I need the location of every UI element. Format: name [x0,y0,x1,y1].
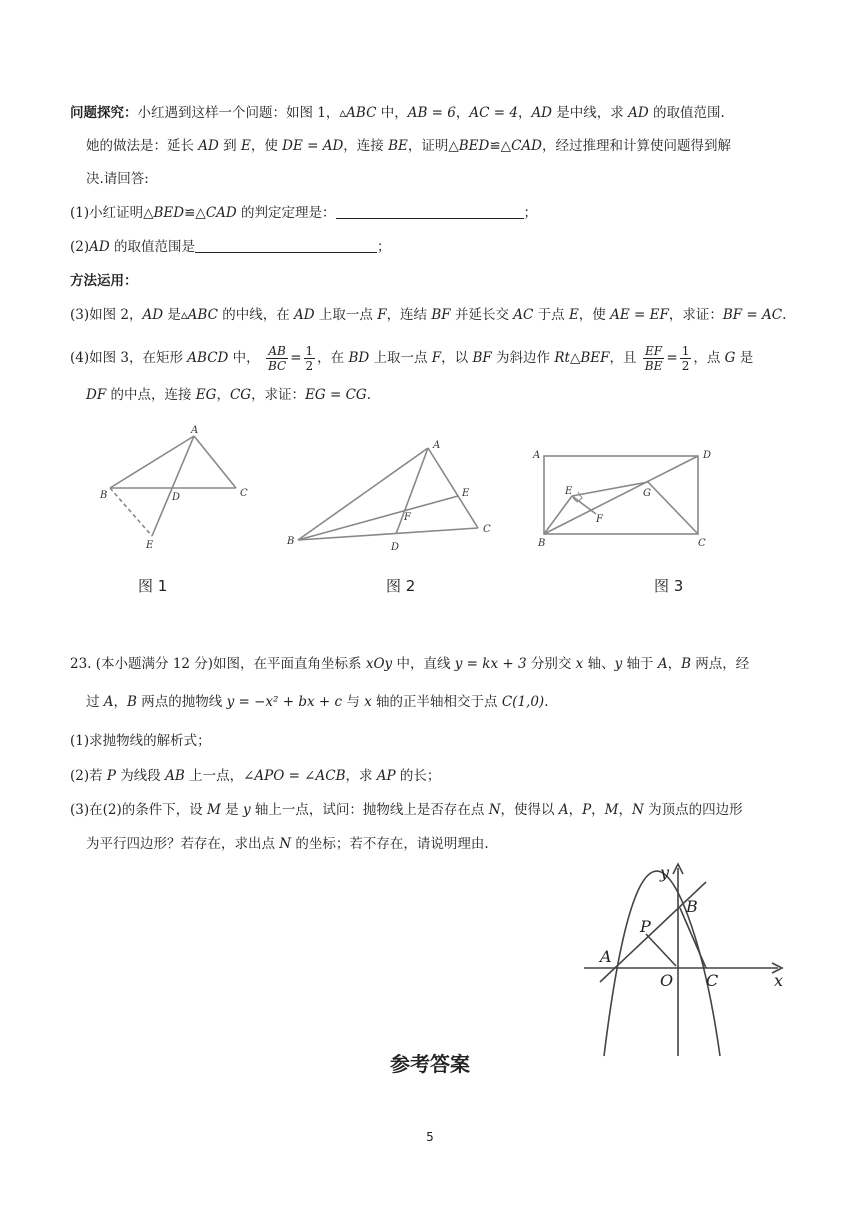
fig3-label-f: F [596,514,603,525]
fig2-ac [428,448,478,528]
page-number: 5 [426,1130,434,1144]
fig1-ac [194,436,236,488]
parabola-label-x: x [774,971,784,990]
fig3-label-c: C [698,538,706,549]
fig2-label-b: B [287,536,295,547]
p22-line-1: 问题探究：小红遇到这样一个问题：如图 1，▵ABC 中，AB = 6，AC = 4，AD 是中线，求 AD 的取值范围. [70,105,725,121]
parabola-label-o: O [660,971,674,990]
answer-title: 参考答案 [390,1052,470,1076]
fig3-eg [572,482,648,496]
fig1-caption: 图 1 [138,577,168,595]
fig1-label-a: A [191,425,199,436]
fig1-ab [110,436,194,488]
answer-blank-1[interactable] [336,204,524,219]
fig1-be [110,488,152,536]
fig2-ab [298,448,428,540]
fig2-label-f: F [404,512,411,523]
fig3-label-d: D [703,450,712,461]
fig1-ae [152,436,194,536]
fig3-label-a: A [533,450,541,461]
fig2-label-d: D [391,542,400,553]
fraction-one-half: $\frac{1}{2}$ [305,344,314,373]
fig2-label-e: E [462,488,470,499]
p23-line-2: 过 A，B 两点的抛物线 y = −x² + bx + c 与 x 轴的正半轴相交于点 C(1,0). [86,694,549,710]
p22-q1: (1)小红证明△BED≌△CAD 的判定定理是： ； [70,205,538,221]
parabola-label-y: y [660,863,670,882]
fig2-bc [298,528,478,540]
parabola-curve [604,871,720,1056]
method-heading: 方法运用： [70,273,138,289]
fig1-label-c: C [240,488,248,499]
p23-line-1: 23. (本小题满分 12 分)如图，在平面直角坐标系 xOy 中，直线 y = kx + 3 分别交 x 轴、y 轴于 A，B 两点，经 [70,656,750,672]
fig3-label-e: E [565,486,573,497]
p22-line-3: 决.请回答: [86,171,149,187]
parabola-label-c: C [706,971,719,990]
segment-bc [680,908,706,968]
fig3-caption: 图 3 [654,577,684,595]
figure-1 [110,436,236,536]
parabola-label-p: P [640,917,651,936]
fig1-label-d: D [172,492,181,503]
figure-2 [298,448,478,540]
fig3-label-g: G [643,488,651,499]
p23-q2: (2)若 P 为线段 AB 上一点，∠APO = ∠ACB，求 AP 的长； [70,768,441,784]
fig1-label-e: E [146,540,154,551]
p23-q3-cont: 为平行四边形？若存在，求出点 N 的坐标；若不存在，请说明理由. [86,836,489,852]
parabola-label-b: B [686,897,698,916]
fig3-gc [648,482,698,534]
fig3-be [544,496,572,534]
p23-q3: (3)在(2)的条件下，设 M 是 y 轴上一点，试问：抛物线上是否存在点 N，使得以 A，P，M，N 为顶点的四边形 [70,802,743,818]
parabola-label-a: A [600,947,612,966]
fig2-label-a: A [433,440,441,451]
fig2-label-c: C [483,524,491,535]
p23-q1: (1)求抛物线的解析式； [70,733,211,749]
fraction-ef-be: $\frac{EF}{BE}$ [644,344,663,373]
p22-line-2: 她的做法是：延长 AD 到 E，使 DE = AD，连接 BE，证明△BED≌△CAD，经过推理和计算使问题得到解 [86,138,731,154]
p22-q4: (4)如图 3，在矩形 ABCD 中， $\frac{AB}{BC}$ = $\frac{1}{2}$ ，在 BD 上取一点 F，以 BF 为斜边作 Rt△BEF，且 $\frac{EF}{BE}$ = $\frac{1}{2}$ ，点 G 是 [70,344,754,373]
fig2-caption: 图 2 [386,577,416,595]
p22-q3: (3)如图 2，AD 是▵ABC 的中线，在 AD 上取一点 F，连结 BF 并延长交 AC 于点 E，使 AE = EF，求证：BF = AC. [70,307,787,323]
figures-row [0,420,860,620]
p22-q2: (2)AD 的取值范围是 ； [70,239,391,255]
fig1-label-b: B [100,490,108,501]
segment-po [646,934,676,966]
answer-blank-2[interactable] [195,238,377,253]
fig2-be [298,496,458,540]
figure-parabola [578,860,798,1060]
fig3-ef [572,496,596,514]
fraction-one-half-2: $\frac{1}{2}$ [681,344,690,373]
p22-q4-cont: DF 的中点，连接 EG，CG，求证：EG = CG. [86,387,372,403]
section-heading: 问题探究： [70,105,138,121]
fig3-label-b: B [538,538,546,549]
fraction-ab-bc: $\frac{AB}{BC}$ [267,344,287,373]
fig2-ad [396,448,428,534]
